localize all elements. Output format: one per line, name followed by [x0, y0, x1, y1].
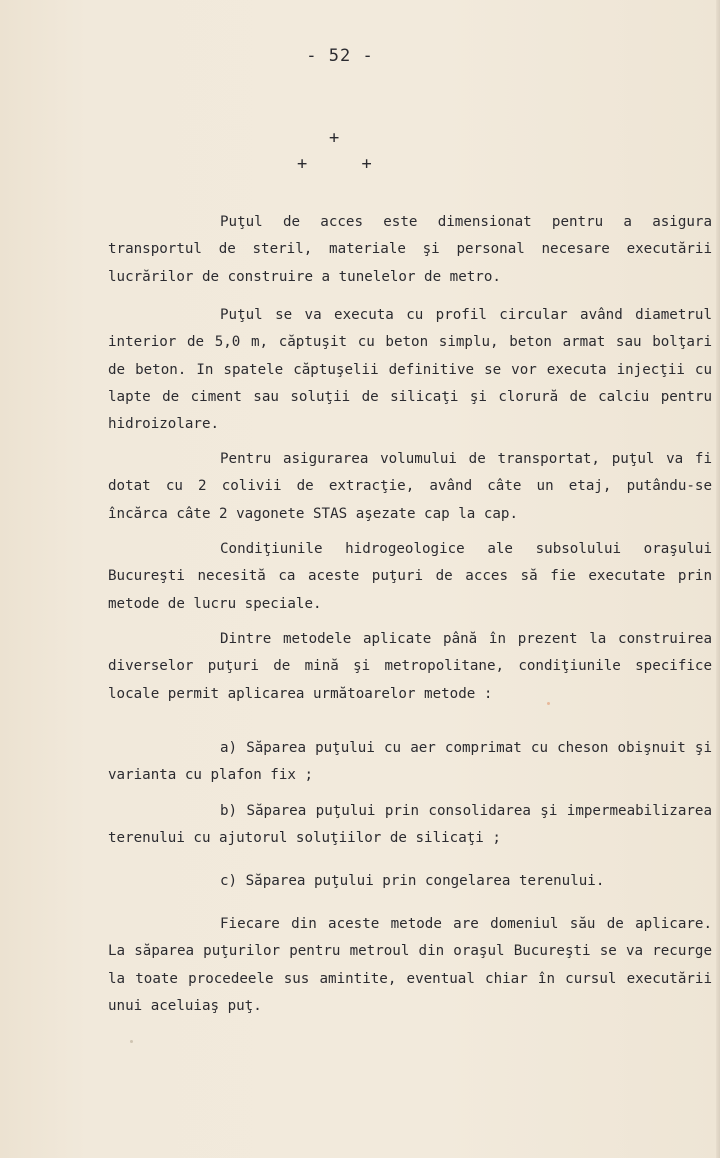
- page-number: - 52 -: [306, 46, 374, 66]
- list-item-text: a) Săparea puţului cu aer comprimat cu cheson obişnuit şi varianta cu plafon fix ;: [108, 740, 712, 784]
- paper-speck: [130, 1040, 133, 1043]
- list-item-text: c) Săparea puţului prin congelarea terenului.: [220, 873, 605, 889]
- paper-speck: [547, 702, 550, 705]
- paragraph-text: Pentru asigurarea volumului de transportat, puţul va fi dotat cu 2 colivii de extracţie, având câte un etaj, putându-se încărca câte 2 vagonete STAS aşezate cap la cap.: [108, 451, 712, 522]
- list-item-method-b: [108, 798, 712, 853]
- paragraph-text: Fiecare din aceste metode are domeniul său de aplicare. La săparea puţurilor pentru metroul din oraşul Bucureşti se va recurge la toate procedeele sus amintite, eventual chiar în cursul executării unui aceluiaş puţ.: [108, 916, 712, 1014]
- paragraph-shaft-lining: [108, 302, 712, 438]
- paragraph-transport-cages: [108, 446, 712, 528]
- paragraph-text: Condiţiunile hidrogeologice ale subsolului oraşului Bucureşti necesită ca aceste puţuri de acces să fie executate prin metode de lucru speciale.: [108, 541, 712, 612]
- paragraph-text: Dintre metodele aplicate până în prezent la construirea diverselor puţuri de mină şi metropolitane, condiţiunile specifice locale permit aplicarea următoarelor metode :: [108, 631, 712, 702]
- list-item-method-c: [108, 868, 712, 895]
- page-edge: [716, 0, 720, 1158]
- paragraph-application: [108, 911, 712, 1020]
- separator-mark-bottom: + +: [297, 154, 372, 174]
- paragraph-shaft-purpose: [108, 209, 712, 291]
- separator-mark-top: +: [329, 128, 340, 148]
- list-item-method-a: [108, 735, 712, 790]
- paragraph-text: Puţul se va executa cu profil circular având diametrul interior de 5,0 m, căptuşit cu beton simplu, beton armat sau bolţari de beton. In spatele căptuşelii definitive se vor executa injecţii cu lapte de ciment sau soluţii de silicaţi şi clorură de calciu pentru hidroizolare.: [108, 307, 712, 433]
- paragraph-hydrogeology: [108, 536, 712, 618]
- paragraph-methods-intro: [108, 626, 712, 708]
- list-item-text: b) Săparea puţului prin consolidarea şi impermeabilizarea terenului cu ajutorul soluţiilor de silicaţi ;: [108, 803, 712, 847]
- paragraph-text: Puţul de acces este dimensionat pentru a asigura transportul de steril, materiale şi personal necesare executării lucrărilor de construire a tunelelor de metro.: [108, 214, 712, 285]
